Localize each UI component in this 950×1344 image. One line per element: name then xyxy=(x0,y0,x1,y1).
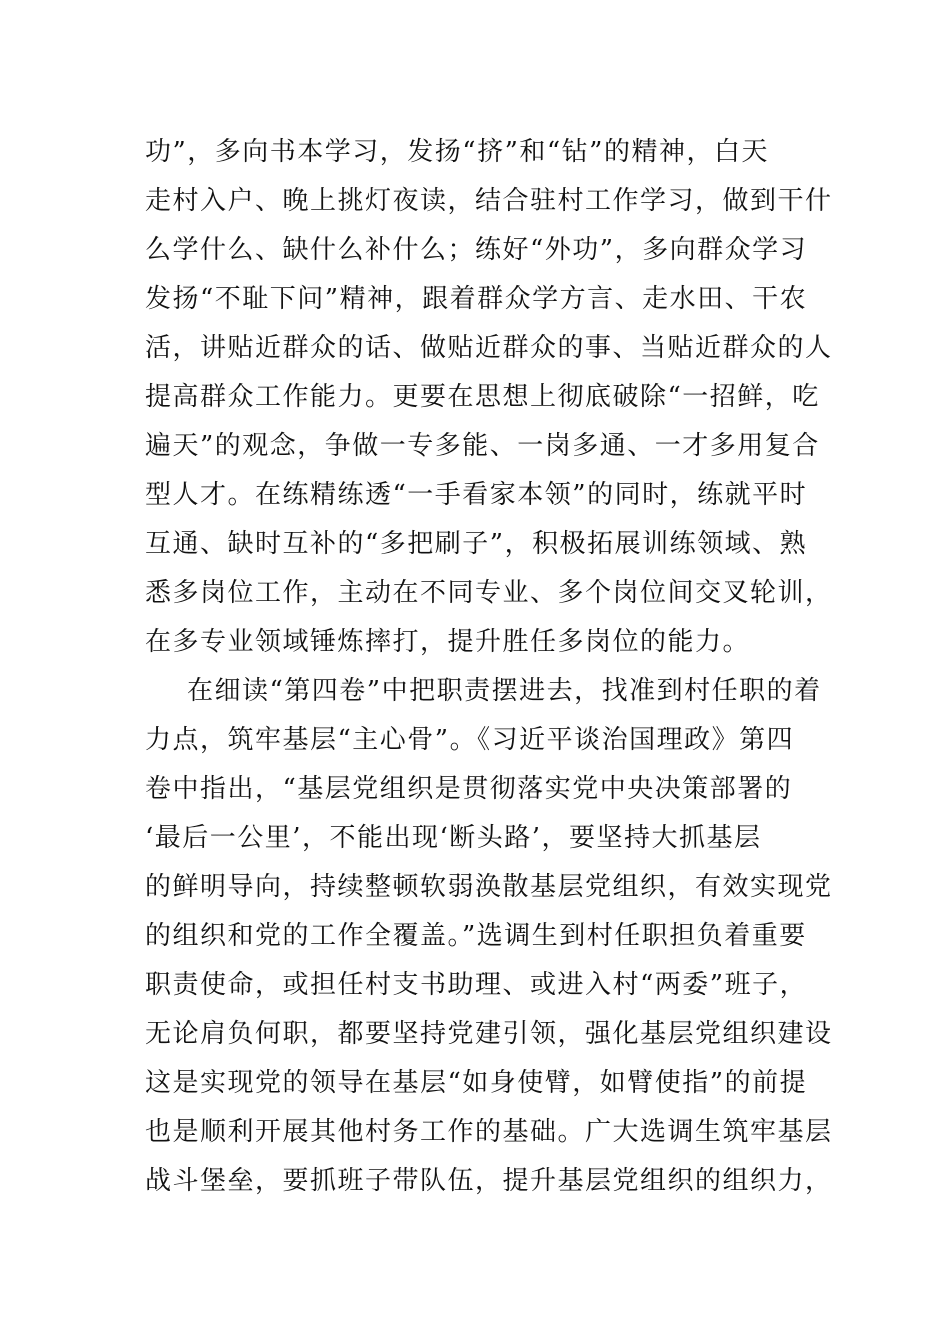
text-line: ‘最后一公里’，不能出现‘断头路’，要坚持大抓基层 xyxy=(145,823,762,853)
text-line: 在多专业领域锤炼摔打，提升胜任多岗位的能力。 xyxy=(145,627,751,657)
text-line: 发扬“不耻下问”精神，跟着群众学方言、走水田、干农 xyxy=(145,284,808,314)
text-line: 互通、缺时互补的“多把刷子”，积极拓展训练领域、熟 xyxy=(145,529,808,559)
text-line: 战斗堡垒，要抓班子带队伍，提升基层党组织的组织力， xyxy=(145,1166,833,1196)
text-line: 遍天”的观念，争做一专多能、一岗多通、一才多用复合 xyxy=(145,431,820,461)
text-line: 力点，筑牢基层“主心骨”。《习近平谈治国理政》第四 xyxy=(145,725,795,755)
text-line: 这是实现党的领导在基层“如身使臂，如臂使指”的前提 xyxy=(145,1068,808,1098)
text-line: 悉多岗位工作，主动在不同专业、多个岗位间交叉轮训， xyxy=(145,578,833,608)
text-line: 的组织和党的工作全覆盖。”选调生到村任职担负着重要 xyxy=(145,921,807,951)
paragraph-first-line: 在细读“第四卷”中把职责摆进去，找准到村任职的着 xyxy=(187,676,822,706)
text-line: 走村入户、晚上挑灯夜读，结合驻村工作学习，做到干什 xyxy=(145,186,833,216)
text-line: 卷中指出，“基层党组织是贯彻落实党中央决策部署的 xyxy=(145,774,793,804)
text-line: 也是顺利开展其他村务工作的基础。广大选调生筑牢基层 xyxy=(145,1117,833,1147)
text-line: 的鲜明导向，持续整顿软弱涣散基层党组织，有效实现党 xyxy=(145,872,833,902)
text-line: 型人才。在练精练透“一手看家本领”的同时，练就平时 xyxy=(145,480,808,510)
text-line: 职责使命，或担任村支书助理、或进入村“两委”班子， xyxy=(145,970,808,1000)
text-line: 么学什么、缺什么补什么；练好“外功”，多向群众学习 xyxy=(145,235,808,265)
text-line: 功”，多向书本学习，发扬“挤”和“钻”的精神，白天 xyxy=(145,137,769,167)
text-line: 提高群众工作能力。更要在思想上彻底破除“一招鲜，吃 xyxy=(145,382,820,412)
text-line: 活，讲贴近群众的话、做贴近群众的事、当贴近群众的人 xyxy=(145,333,833,363)
text-line: 无论肩负何职，都要坚持党建引领，强化基层党组织建设 xyxy=(145,1019,833,1049)
